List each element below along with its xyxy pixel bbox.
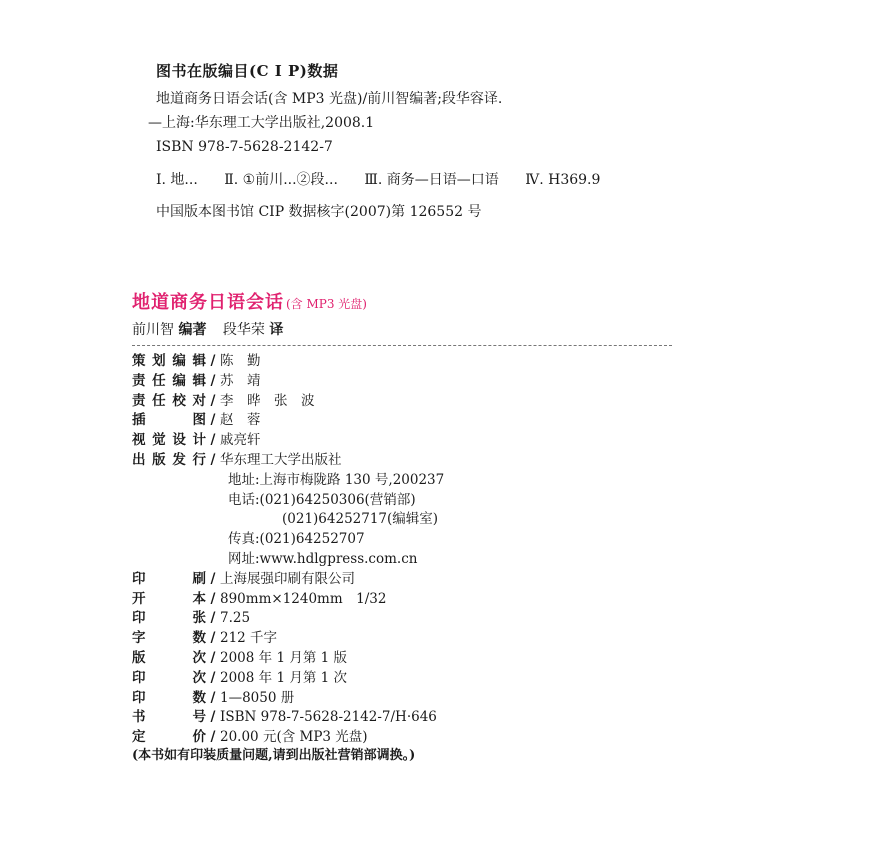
info-label: 责任校对 [132,392,206,409]
dashed-divider [132,345,672,346]
info-separator: / [210,649,216,666]
info-row [132,708,692,728]
publisher-address: 地址:上海市梅陇路 130 号,200237 [228,471,445,488]
info-separator: / [210,570,216,587]
info-row [132,392,692,412]
author-name: 前川智 [132,322,174,338]
publisher-website: 网址:www.hdlgpress.com.cn [228,550,418,567]
info-label: 出版发行 [132,451,206,468]
info-label: 印 张 [132,610,206,627]
info-label: 版 次 [132,649,206,666]
info-row [132,649,692,669]
book-title: 地道商务日语会话 [132,292,284,313]
info-separator: / [210,590,216,607]
info-label: 开 本 [132,590,206,607]
info-row [132,609,692,629]
publisher-phone: 电话:(021)64250306(营销部) [228,491,416,508]
info-separator: / [210,630,216,647]
info-value: 华东理工大学出版社 [220,451,342,468]
info-value: 2008 年 1 月第 1 次 [220,669,347,686]
info-row [132,352,692,372]
cip-classification [156,169,768,189]
info-separator: / [210,709,216,726]
info-row [132,431,692,451]
info-value: 陈 勤 [220,353,261,369]
footer-note: (本书如有印装质量问题,请到出版社营销部调换。) [132,748,416,763]
info-label: 插 图 [132,412,206,429]
info-value: 890mm×1240mm 1/32 [220,590,387,607]
cip-isbn-line: ISBN 978-7-5628-2142-7 [156,139,333,155]
info-separator: / [210,432,216,449]
info-value: 李 晔 张 波 [220,392,315,409]
cip-record-number: 中国版本图书馆 CIP 数据核字(2007)第 126552 号 [156,204,482,220]
info-label: 视觉设计 [132,432,206,449]
info-value: 赵 蓉 [220,412,261,429]
classification-item: Ⅱ. ①前川...②段... [224,172,338,188]
info-row [132,689,692,709]
colophon-block [132,288,692,748]
info-row [132,590,692,610]
book-title-row [132,288,692,314]
info-label: 印 刷 [132,570,206,587]
info-label: 印 次 [132,669,206,686]
info-row [132,411,692,431]
authors-line [132,319,692,339]
info-label: 责任编辑 [132,372,206,389]
info-value: 20.00 元(含 MP3 光盘) [220,729,368,746]
info-separator: / [210,669,216,686]
info-separator: / [210,451,216,468]
info-value: 上海展强印刷有限公司 [220,570,355,587]
info-value: 7.25 [220,610,251,627]
classification-item: Ⅳ. H369.9 [525,172,601,188]
info-label: 定 价 [132,729,206,746]
info-row [132,570,692,590]
cip-title-line: 地道商务日语会话(含 MP3 光盘)/前川智编著;段华容译. [156,91,503,107]
info-value: 212 千字 [220,630,278,647]
translator-name: 段华荣 [222,322,265,338]
info-label: 策划编辑 [132,353,206,369]
info-label: 书 号 [132,709,206,726]
info-row [132,669,692,689]
book-subtitle: (含 MP3 光盘) [286,297,367,311]
info-label: 印 数 [132,689,206,706]
info-row [132,629,692,649]
info-value: ISBN 978-7-5628-2142-7/H·646 [220,709,437,726]
translator-role: 译 [269,322,284,338]
info-separator: / [210,392,216,409]
info-value: 戚亮轩 [220,432,261,449]
info-separator: / [210,353,216,369]
info-value: 1—8050 册 [220,689,295,706]
publisher-fax: 传真:(021)64252707 [228,531,365,548]
info-separator: / [210,689,216,706]
info-separator: / [210,729,216,746]
info-value: 2008 年 1 月第 1 版 [220,649,347,666]
info-value: 苏 靖 [220,372,261,389]
classification-item: Ⅰ. 地... [156,172,198,188]
info-separator: / [210,610,216,627]
info-row [132,372,692,392]
author-role: 编著 [178,322,207,338]
info-row [132,451,692,471]
cip-heading: 图书在版编目(C I P)数据 [156,62,339,80]
info-separator: / [210,372,216,389]
cip-block [148,60,768,221]
classification-item: Ⅲ. 商务—日语—口语 [364,172,499,188]
info-separator: / [210,412,216,429]
publisher-phone-2: (021)64252717(编辑室) [282,511,439,528]
cip-publisher-line: —上海:华东理工大学出版社,2008.1 [148,115,375,131]
info-label: 字 数 [132,630,206,647]
colophon-info [132,352,692,748]
